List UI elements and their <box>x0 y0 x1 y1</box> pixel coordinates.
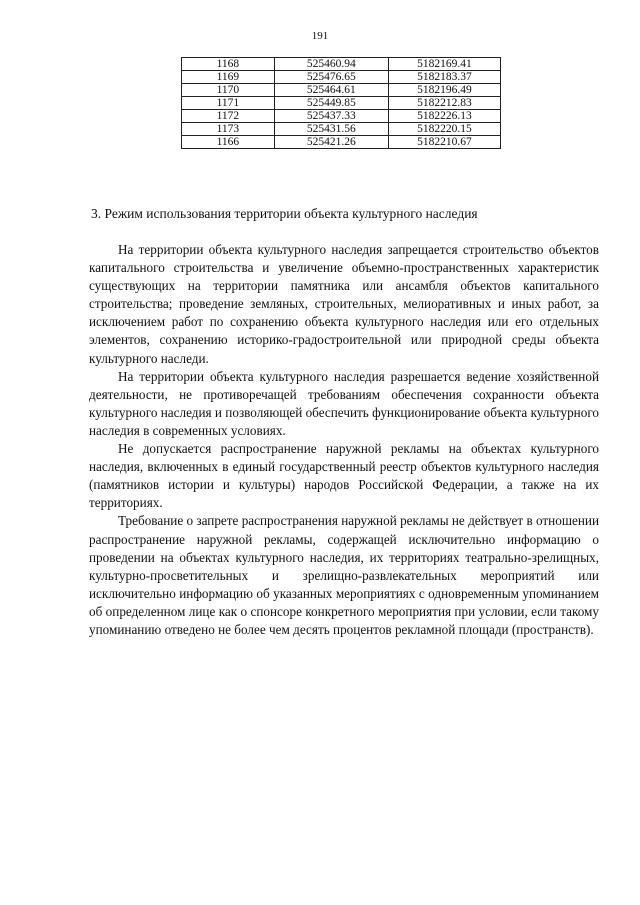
coordinates-table <box>181 57 501 149</box>
table-row <box>182 71 501 84</box>
y-coordinate-cell: 5182183.37 <box>388 71 500 84</box>
paragraph-permitted-activity: На территории объекта культурного наследия разрешается ведение хозяйственной деятельности, не противоречащей требованиям обеспечения сохранности объекта культурного наследия и позволяющей обеспечить функционирование объекта культурного наследия в современных условиях. <box>89 368 599 438</box>
y-coordinate-cell: 5182196.49 <box>388 84 500 97</box>
table-row <box>182 123 501 136</box>
x-coordinate-cell: 525421.26 <box>274 136 388 149</box>
table-row <box>182 136 501 149</box>
paragraph-advertising-exception: Требование о запрете распространения наружной рекламы не действует в отношении распространение наружной рекламы, содержащей исключительно информацию о проведении на объектах культурного наследия, их территориях театрально-зрелищных, культурно-просветительных и зрелищно-развлекательных мероприятий или исключительно информацию об указанных мероприятиях с одновременным упоминанием об определенном лице как о спонсоре конкретного мероприятия при условии, если такому упоминанию отведено не более чем десять процентов рекламной площади (пространств). <box>89 513 599 637</box>
y-coordinate-cell: 5182220.15 <box>388 123 500 136</box>
coordinates-table-body <box>182 58 501 149</box>
point-number-cell: 1171 <box>182 97 275 110</box>
point-number-cell: 1169 <box>182 71 275 84</box>
point-number-cell: 1172 <box>182 110 275 123</box>
x-coordinate-cell: 525449.85 <box>274 97 388 110</box>
point-number-cell: 1173 <box>182 123 275 136</box>
x-coordinate-cell: 525431.56 <box>274 123 388 136</box>
table-row <box>182 58 501 71</box>
x-coordinate-cell: 525460.94 <box>274 58 388 71</box>
section-heading: 3. Режим использования территории объекта культурного наследия <box>91 206 478 221</box>
section-body <box>89 241 599 639</box>
y-coordinate-cell: 5182210.67 <box>388 136 500 149</box>
table-row <box>182 97 501 110</box>
table-row <box>182 84 501 97</box>
x-coordinate-cell: 525476.65 <box>274 71 388 84</box>
point-number-cell: 1168 <box>182 58 275 71</box>
x-coordinate-cell: 525464.61 <box>274 84 388 97</box>
page-number: 191 <box>311 30 329 42</box>
point-number-cell: 1166 <box>182 136 275 149</box>
y-coordinate-cell: 5182226.13 <box>388 110 500 123</box>
paragraph-prohibitions: На территории объекта культурного наследия запрещается строительство объектов капитального строительства и увеличение объемно-пространственных характеристик существующих на территории памятника или ансамбля объектов капитального строительства; проведение земляных, строительных, мелиоративных и иных работ, за исключением работ по сохранению объекта культурного наследия или его отдельных элементов, сохранению историко-градостроительной или природной среды объекта культурного наследи. <box>89 242 599 366</box>
x-coordinate-cell: 525437.33 <box>274 110 388 123</box>
point-number-cell: 1170 <box>182 84 275 97</box>
table-row <box>182 110 501 123</box>
y-coordinate-cell: 5182169.41 <box>388 58 500 71</box>
y-coordinate-cell: 5182212.83 <box>388 97 500 110</box>
paragraph-advertising-ban: Не допускается распространение наружной рекламы на объектах культурного наследия, включенных в единый государственный реестр объектов культурного наследия (памятников истории и культуры) народов Российской Федерации, а также на их территориях. <box>89 441 599 511</box>
